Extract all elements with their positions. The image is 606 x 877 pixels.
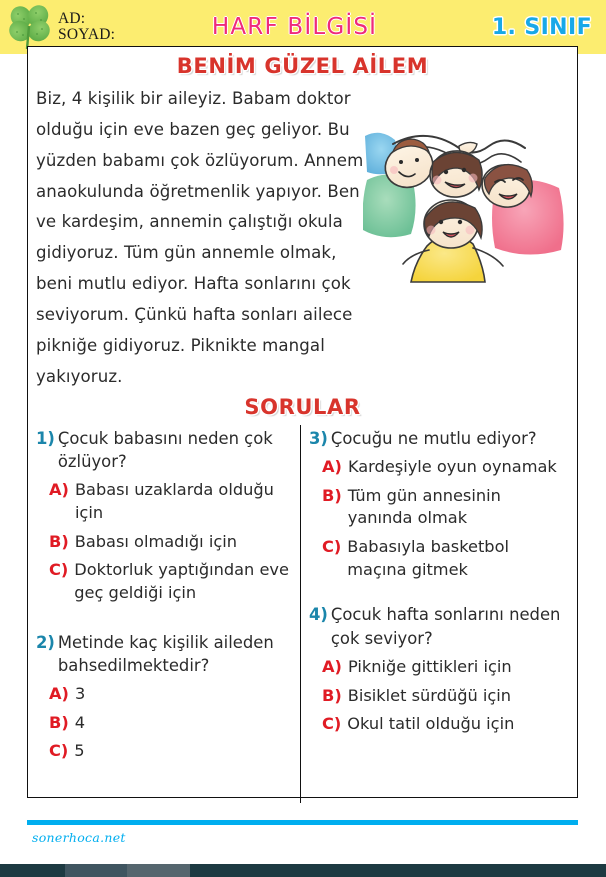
bottom-segment — [127, 864, 190, 877]
option-text: Pikniğe gittikleri için — [347, 656, 512, 676]
question-number: 1) — [36, 428, 55, 448]
option-c[interactable] — [322, 536, 569, 581]
option-letter: A) — [49, 684, 69, 704]
question-text: Çocuğu ne mutlu ediyor? — [330, 428, 537, 448]
option-text: Tüm gün annesinin yanında olmak — [347, 485, 501, 528]
option-text: 4 — [74, 712, 86, 732]
question-1 — [36, 427, 294, 605]
option-c[interactable] — [49, 559, 294, 604]
passage-area — [28, 78, 577, 393]
option-text: 5 — [74, 741, 85, 761]
option-a[interactable] — [49, 479, 294, 524]
option-a[interactable] — [322, 456, 569, 479]
option-letter: B) — [322, 685, 342, 705]
question-columns — [28, 425, 577, 803]
bottom-color-bar — [0, 864, 606, 877]
option-letter: B) — [49, 531, 69, 551]
option-c[interactable] — [49, 740, 294, 763]
question-number: 4) — [309, 605, 328, 625]
option-text: Okul tatil olduğu için — [347, 714, 515, 734]
option-letter: A) — [322, 456, 342, 476]
question-number: 3) — [309, 428, 328, 448]
questions-title: SORULAR — [244, 394, 361, 419]
question-text: Çocuk babasını neden çok özlüyor? — [57, 428, 273, 471]
option-letter: B) — [49, 712, 69, 732]
worksheet-title: HARF BİLGİSİ — [211, 14, 378, 40]
option-b[interactable] — [322, 485, 569, 530]
option-letter: A) — [49, 480, 69, 500]
bottom-segment — [190, 864, 606, 877]
worksheet-frame — [27, 46, 578, 798]
option-b[interactable] — [322, 685, 569, 708]
option-c[interactable] — [322, 713, 569, 736]
option-text: 3 — [74, 684, 86, 704]
question-text: Metinde kaç kişilik aileden bahsedilmektedir? — [57, 632, 274, 675]
option-text: Babasıyla basketbol maçına gitmek — [347, 536, 509, 579]
option-letter: C) — [49, 560, 69, 580]
question-3 — [309, 427, 569, 582]
question-4 — [309, 603, 569, 736]
question-column-left — [28, 425, 301, 803]
bottom-segment — [0, 864, 65, 877]
grade-label: 1. SINIF — [491, 14, 592, 40]
option-letter: C) — [49, 741, 69, 761]
option-letter: C) — [322, 536, 342, 556]
bottom-segment — [65, 864, 127, 877]
option-a[interactable] — [49, 683, 294, 706]
question-number: 2) — [36, 632, 55, 652]
question-column-right — [301, 425, 575, 803]
option-letter: B) — [322, 485, 342, 505]
option-text: Babası olmadığı için — [74, 531, 237, 551]
name-label: AD: — [58, 9, 86, 27]
site-watermark: sonerhoca.net — [32, 830, 126, 845]
footer-divider — [27, 820, 578, 825]
option-a[interactable] — [322, 656, 569, 679]
option-b[interactable] — [49, 712, 294, 735]
question-text: Çocuk hafta sonlarını neden çok seviyor? — [330, 605, 561, 648]
option-text: Bisiklet sürdüğü için — [347, 685, 512, 705]
clover-icon — [6, 3, 54, 51]
passage-title: BENİM GÜZEL AİLEM — [176, 54, 429, 78]
question-2 — [36, 631, 294, 764]
family-illustration — [363, 118, 575, 283]
option-letter: C) — [322, 714, 342, 734]
option-text: Babası uzaklarda olduğu için — [74, 480, 274, 522]
passage-text: Biz, 4 kişilik bir aileyiz. Babam doktor olduğu için eve bazen geç geliyor. Bu yüzden babamı çok özlüyorum. Annem anaokulunda öğretmenlik yapıyor. Ben ve kardeşim, annemin çalıştığı okula gidiyoruz. Tüm gün annemle olmak, beni mutlu ediyor. Hafta sonlarını çok seviyorum. Çünkü hafta sonları ailece pikniğe gidiyoruz. Piknikte mangal yakıyoruz. — [36, 89, 364, 386]
option-b[interactable] — [49, 531, 294, 554]
option-text: Kardeşiyle oyun oynamak — [347, 456, 557, 476]
option-letter: A) — [322, 656, 342, 676]
option-text: Doktorluk yaptığından eve geç geldiği için — [74, 560, 289, 602]
surname-label: SOYAD: — [58, 26, 116, 43]
